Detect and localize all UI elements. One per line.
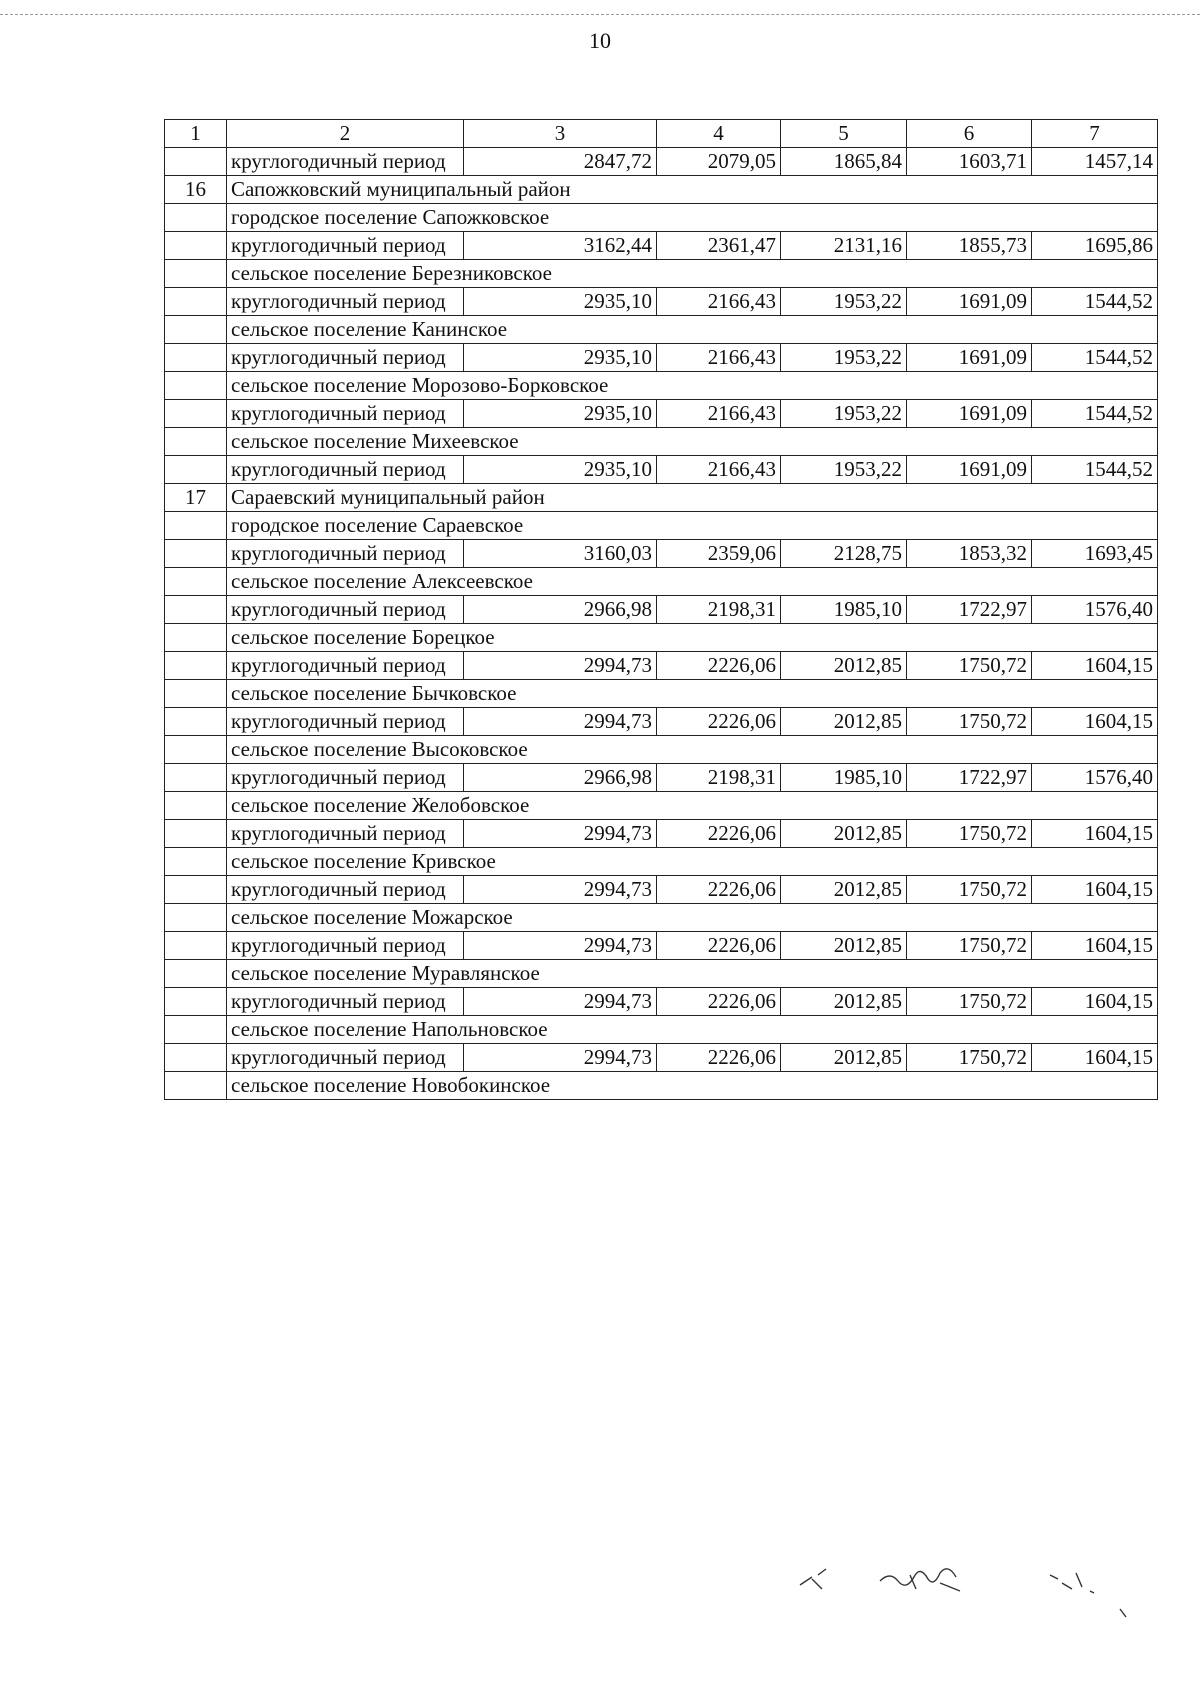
settlement-name: сельское поселение Канинское [227,316,1158,344]
row-index-empty [165,988,227,1016]
settlement-row [165,316,1158,344]
row-index-empty [165,428,227,456]
value-cell: 2166,43 [657,456,781,484]
district-name: Сараевский муниципальный район [227,484,1158,512]
data-row [165,1044,1158,1072]
value-cell: 1604,15 [1032,708,1158,736]
value-cell: 2935,10 [464,344,657,372]
value-cell: 1604,15 [1032,652,1158,680]
row-index-empty [165,400,227,428]
row-index-empty [165,232,227,260]
period-label: круглогодичный период [227,456,464,484]
row-index: 17 [165,484,227,512]
row-index-empty [165,904,227,932]
period-label: круглогодичный период [227,708,464,736]
value-cell: 2012,85 [781,708,907,736]
period-label: круглогодичный период [227,876,464,904]
value-cell: 1722,97 [907,596,1032,624]
settlement-name: сельское поселение Михеевское [227,428,1158,456]
data-row [165,988,1158,1016]
row-index-empty [165,456,227,484]
value-cell: 1544,52 [1032,288,1158,316]
row-index-empty [165,1072,227,1100]
value-cell: 1953,22 [781,400,907,428]
settlement-name: городское поселение Сапожковское [227,204,1158,232]
period-label: круглогодичный период [227,764,464,792]
row-index-empty [165,932,227,960]
value-cell: 2198,31 [657,764,781,792]
value-cell: 1953,22 [781,344,907,372]
column-number: 2 [227,120,464,148]
data-row [165,596,1158,624]
value-cell: 1722,97 [907,764,1032,792]
row-index-empty [165,820,227,848]
settlement-name: сельское поселение Кривское [227,848,1158,876]
table-body [165,148,1158,1100]
settlement-name: сельское поселение Высоковское [227,736,1158,764]
settlement-row [165,372,1158,400]
value-cell: 2994,73 [464,1044,657,1072]
row-index: 16 [165,176,227,204]
period-label: круглогодичный период [227,932,464,960]
value-cell: 1604,15 [1032,1044,1158,1072]
row-index-empty [165,596,227,624]
settlement-row [165,428,1158,456]
value-cell: 1691,09 [907,344,1032,372]
settlement-row [165,960,1158,988]
data-row [165,456,1158,484]
data-row [165,344,1158,372]
district-name: Сапожковский муниципальный район [227,176,1158,204]
period-label: круглогодичный период [227,232,464,260]
value-cell: 2166,43 [657,288,781,316]
value-cell: 1693,45 [1032,540,1158,568]
value-cell: 1544,52 [1032,456,1158,484]
row-index-empty [165,288,227,316]
row-index-empty [165,652,227,680]
data-row [165,764,1158,792]
data-row [165,232,1158,260]
row-index-empty [165,512,227,540]
period-label: круглогодичный период [227,540,464,568]
column-number: 1 [165,120,227,148]
data-row [165,708,1158,736]
value-cell: 2226,06 [657,1044,781,1072]
value-cell: 2012,85 [781,988,907,1016]
value-cell: 2966,98 [464,596,657,624]
settlement-row [165,792,1158,820]
row-index-empty [165,1016,227,1044]
settlement-row [165,260,1158,288]
value-cell: 1750,72 [907,820,1032,848]
row-index-empty [165,764,227,792]
settlement-name: сельское поселение Борецкое [227,624,1158,652]
value-cell: 1853,32 [907,540,1032,568]
value-cell: 1953,22 [781,456,907,484]
period-label: круглогодичный период [227,820,464,848]
settlement-name: городское поселение Сараевское [227,512,1158,540]
settlement-name: сельское поселение Бычковское [227,680,1158,708]
value-cell: 1750,72 [907,652,1032,680]
value-cell: 1750,72 [907,932,1032,960]
data-row [165,288,1158,316]
value-cell: 1750,72 [907,876,1032,904]
column-number: 6 [907,120,1032,148]
value-cell: 1750,72 [907,708,1032,736]
row-index-empty [165,204,227,232]
period-label: круглогодичный период [227,596,464,624]
value-cell: 2131,16 [781,232,907,260]
settlement-row [165,680,1158,708]
row-index-empty [165,960,227,988]
value-cell: 1603,71 [907,148,1032,176]
period-label: круглогодичный период [227,1044,464,1072]
data-row [165,652,1158,680]
column-number: 4 [657,120,781,148]
period-label: круглогодичный период [227,344,464,372]
settlement-row [165,1016,1158,1044]
value-cell: 2079,05 [657,148,781,176]
value-cell: 2226,06 [657,932,781,960]
value-cell: 3160,03 [464,540,657,568]
data-row [165,820,1158,848]
value-cell: 2226,06 [657,708,781,736]
value-cell: 2994,73 [464,708,657,736]
district-row [165,484,1158,512]
period-label: круглогодичный период [227,400,464,428]
value-cell: 1695,86 [1032,232,1158,260]
data-row [165,876,1158,904]
value-cell: 2361,47 [657,232,781,260]
row-index-empty [165,372,227,400]
row-index-empty [165,316,227,344]
settlement-row [165,1072,1158,1100]
value-cell: 1750,72 [907,988,1032,1016]
period-label: круглогодичный период [227,148,464,176]
page-number: 10 [589,28,611,53]
value-cell: 2166,43 [657,400,781,428]
row-index-empty [165,876,227,904]
value-cell: 1691,09 [907,456,1032,484]
settlement-name: сельское поселение Новобокинское [227,1072,1158,1100]
value-cell: 2226,06 [657,876,781,904]
value-cell: 1604,15 [1032,820,1158,848]
row-index-empty [165,680,227,708]
value-cell: 1691,09 [907,400,1032,428]
value-cell: 2226,06 [657,988,781,1016]
value-cell: 1604,15 [1032,876,1158,904]
settlement-name: сельское поселение Березниковское [227,260,1158,288]
row-index-empty [165,792,227,820]
period-label: круглогодичный период [227,288,464,316]
period-label: круглогодичный период [227,988,464,1016]
value-cell: 1855,73 [907,232,1032,260]
value-cell: 1457,14 [1032,148,1158,176]
data-row [165,540,1158,568]
tariff-table [164,119,1158,1100]
column-number: 7 [1032,120,1158,148]
data-row [165,148,1158,176]
value-cell: 2994,73 [464,876,657,904]
value-cell: 1985,10 [781,596,907,624]
value-cell: 1985,10 [781,764,907,792]
settlement-name: сельское поселение Желобовское [227,792,1158,820]
settlement-name: сельское поселение Морозово-Борковское [227,372,1158,400]
value-cell: 2012,85 [781,652,907,680]
settlement-row [165,568,1158,596]
settlement-row [165,512,1158,540]
district-row [165,176,1158,204]
row-index-empty [165,708,227,736]
column-number-row [165,120,1158,148]
value-cell: 2994,73 [464,820,657,848]
value-cell: 2994,73 [464,988,657,1016]
value-cell: 2166,43 [657,344,781,372]
settlement-name: сельское поселение Муравлянское [227,960,1158,988]
row-index-empty [165,148,227,176]
column-number: 3 [464,120,657,148]
value-cell: 1544,52 [1032,344,1158,372]
value-cell: 1544,52 [1032,400,1158,428]
settlement-row [165,624,1158,652]
top-dashed-rule [0,14,1200,15]
value-cell: 3162,44 [464,232,657,260]
settlement-name: сельское поселение Напольновское [227,1016,1158,1044]
value-cell: 1691,09 [907,288,1032,316]
value-cell: 2994,73 [464,932,657,960]
row-index-empty [165,1044,227,1072]
value-cell: 2198,31 [657,596,781,624]
value-cell: 1865,84 [781,148,907,176]
value-cell: 2012,85 [781,932,907,960]
data-row [165,932,1158,960]
value-cell: 2966,98 [464,764,657,792]
value-cell: 1576,40 [1032,596,1158,624]
settlement-row [165,736,1158,764]
row-index-empty [165,344,227,372]
value-cell: 2935,10 [464,456,657,484]
value-cell: 2012,85 [781,876,907,904]
settlement-name: сельское поселение Можарское [227,904,1158,932]
value-cell: 2226,06 [657,652,781,680]
data-row [165,400,1158,428]
settlement-row [165,848,1158,876]
value-cell: 2935,10 [464,288,657,316]
value-cell: 1576,40 [1032,764,1158,792]
row-index-empty [165,624,227,652]
settlement-row [165,204,1158,232]
signature-scribble [790,1545,1150,1625]
value-cell: 2935,10 [464,400,657,428]
value-cell: 1604,15 [1032,932,1158,960]
value-cell: 2012,85 [781,1044,907,1072]
row-index-empty [165,260,227,288]
value-cell: 2226,06 [657,820,781,848]
settlement-name: сельское поселение Алексеевское [227,568,1158,596]
row-index-empty [165,568,227,596]
value-cell: 1953,22 [781,288,907,316]
settlement-row [165,904,1158,932]
row-index-empty [165,736,227,764]
period-label: круглогодичный период [227,652,464,680]
value-cell: 2359,06 [657,540,781,568]
value-cell: 2994,73 [464,652,657,680]
value-cell: 1604,15 [1032,988,1158,1016]
value-cell: 2012,85 [781,820,907,848]
row-index-empty [165,848,227,876]
row-index-empty [165,540,227,568]
value-cell: 2847,72 [464,148,657,176]
column-number: 5 [781,120,907,148]
value-cell: 1750,72 [907,1044,1032,1072]
value-cell: 2128,75 [781,540,907,568]
